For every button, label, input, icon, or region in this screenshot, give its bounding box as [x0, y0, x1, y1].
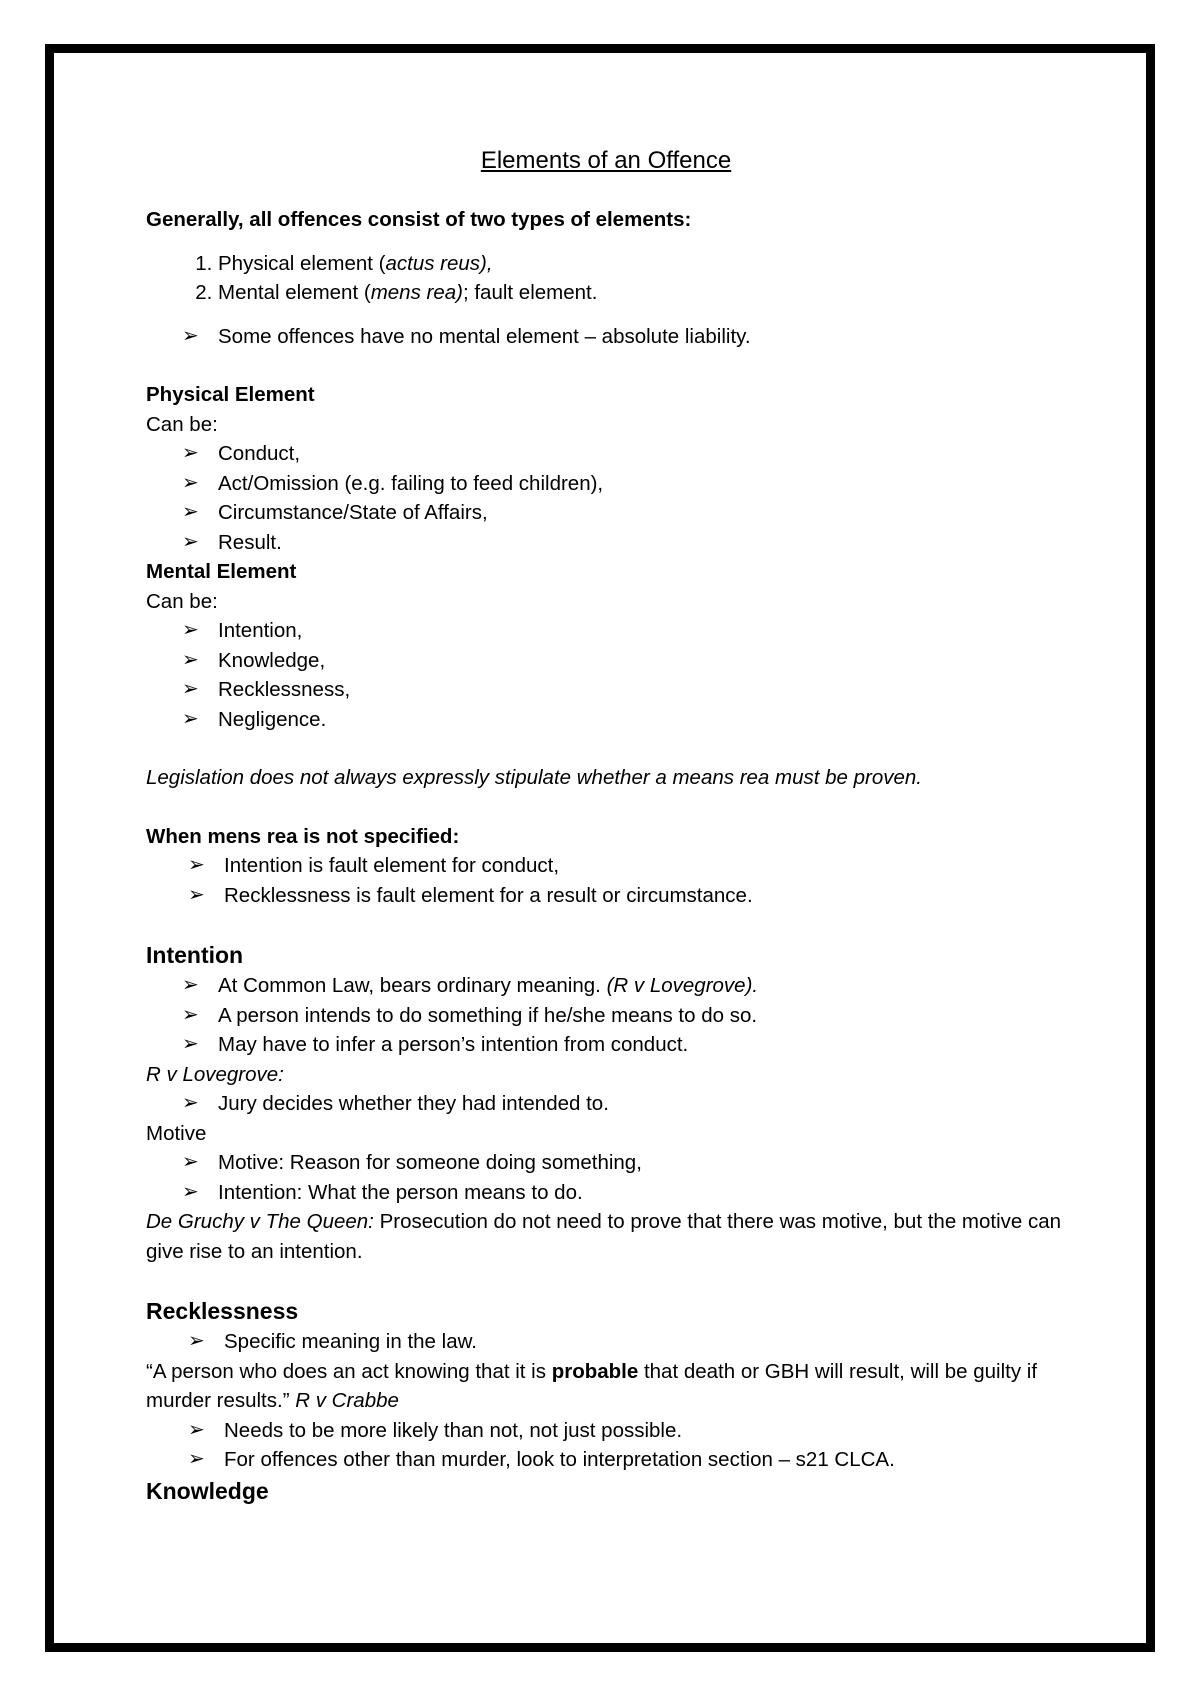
list-item: ➢ Intention: What the person means to do.	[146, 1178, 1066, 1208]
arrow-bullet-icon: ➢	[182, 471, 199, 494]
list-item: ➢ Jury decides whether they had intended to.	[146, 1089, 1066, 1119]
document-title: Elements of an Offence	[480, 147, 732, 174]
motive-label: Motive	[146, 1121, 207, 1145]
arrow-bullet-icon: ➢	[188, 854, 205, 876]
arrow-bullet-icon: ➢	[182, 530, 199, 553]
case-name: R v Lovegrove:	[146, 1062, 284, 1086]
not-specified-list	[146, 851, 1066, 910]
arrow-bullet-icon: ➢	[182, 1151, 199, 1173]
list-item: ➢ May have to infer a person’s intention from conduct.	[146, 1030, 1066, 1060]
arrow-bullet-icon: ➢	[182, 1092, 199, 1114]
arrow-bullet-icon: ➢	[182, 619, 199, 641]
list-item: ➢ At Common Law, bears ordinary meaning. (R v Lovegrove).	[146, 971, 1066, 1001]
list-item: 1. Physical element (actus reus),	[218, 249, 1066, 279]
crabbe-quote: “A person who does an act knowing that it is probable that death or GBH will result, will be guilty if murder results.” R v Crabbe	[146, 1359, 1038, 1412]
note-list	[146, 322, 1066, 352]
physical-canbe: Can be:	[146, 412, 218, 436]
mental-list	[146, 616, 1066, 734]
legislation-note: Legislation does not always expressly stipulate whether a means rea must be proven.	[146, 766, 923, 789]
arrow-bullet-icon: ➢	[182, 442, 199, 464]
list-item: ➢ A person intends to do something if he/she means to do so.	[146, 1001, 1066, 1031]
list-item: ➢ Knowledge,	[146, 646, 1066, 676]
list-item: ➢ Conduct,	[146, 439, 1066, 469]
list-item: ➢ Intention is fault element for conduct,	[146, 851, 1066, 881]
recklessness-sublist	[146, 1416, 1066, 1475]
list-item: ➢ Needs to be more likely than not, not just possible.	[146, 1416, 1066, 1446]
not-specified-heading: When mens rea is not specified:	[146, 824, 460, 848]
arrow-bullet-icon: ➢	[182, 501, 199, 523]
arrow-bullet-icon: ➢	[188, 883, 205, 906]
list-item: ➢ Some offences have no mental element – absolute liability.	[146, 322, 1066, 352]
case-list	[146, 1089, 1066, 1119]
arrow-bullet-icon: ➢	[182, 324, 199, 347]
arrow-bullet-icon: ➢	[182, 648, 199, 671]
intro-text: Generally, all offences consist of two types of elements:	[146, 208, 692, 231]
list-item: ➢ Specific meaning in the law.	[146, 1327, 1066, 1357]
motive-list	[146, 1148, 1066, 1207]
arrow-bullet-icon: ➢	[182, 707, 199, 730]
arrow-bullet-icon: ➢	[182, 1003, 199, 1026]
intention-list	[146, 971, 1066, 1060]
physical-heading: Physical Element	[146, 383, 315, 406]
arrow-bullet-icon: ➢	[182, 678, 199, 700]
arrow-bullet-icon: ➢	[182, 974, 199, 996]
degruchy-paragraph: De Gruchy v The Queen: Prosecution do not need to prove that there was motive, but the motive can give rise to an intention.	[146, 1210, 1062, 1263]
list-item: ➢ Intention,	[146, 616, 1066, 646]
arrow-bullet-icon: ➢	[188, 1448, 205, 1470]
recklessness-list	[146, 1327, 1066, 1357]
mental-heading: Mental Element	[146, 560, 297, 583]
list-item: ➢ Motive: Reason for someone doing something,	[146, 1148, 1066, 1178]
list-item: ➢ Negligence.	[146, 705, 1066, 735]
arrow-bullet-icon: ➢	[182, 1033, 199, 1055]
document-body	[146, 146, 1066, 1507]
arrow-bullet-icon: ➢	[188, 1418, 205, 1441]
list-item: 2. Mental element (mens rea); fault element.	[218, 278, 1066, 308]
mental-canbe: Can be:	[146, 589, 218, 613]
knowledge-heading: Knowledge	[146, 1477, 269, 1504]
arrow-bullet-icon: ➢	[182, 1180, 199, 1203]
arrow-bullet-icon: ➢	[188, 1330, 205, 1352]
numbered-list	[146, 249, 1066, 308]
recklessness-heading: Recklessness	[146, 1298, 299, 1324]
physical-list	[146, 439, 1066, 557]
list-item: ➢ For offences other than murder, look to interpretation section – s21 CLCA.	[146, 1445, 1066, 1475]
list-item: ➢ Recklessness,	[146, 675, 1066, 705]
intention-heading: Intention	[146, 942, 244, 968]
list-item: ➢ Recklessness is fault element for a result or circumstance.	[146, 881, 1066, 911]
list-item: ➢ Circumstance/State of Affairs,	[146, 498, 1066, 528]
list-item: ➢ Act/Omission (e.g. failing to feed children),	[146, 469, 1066, 499]
list-item: ➢ Result.	[146, 528, 1066, 558]
